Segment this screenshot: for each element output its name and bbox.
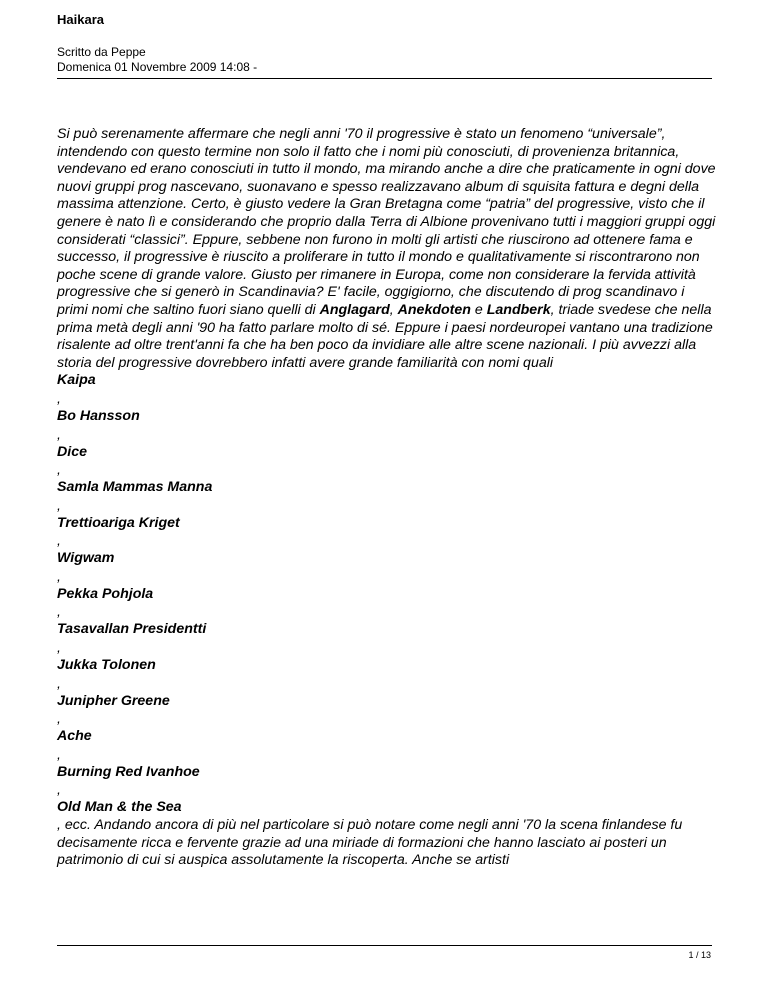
band-separator: , [57, 711, 61, 728]
band-separator: , [57, 426, 61, 443]
band-name: Dice [57, 443, 87, 460]
band-name: Ache [57, 728, 92, 745]
band-name: Wigwam [57, 550, 115, 567]
band-name: Jukka Tolonen [57, 657, 156, 674]
band-name: Tasavallan Presidentti [57, 621, 207, 638]
band-name: Burning Red Ivanhoe [57, 763, 200, 780]
header-divider [57, 78, 712, 79]
band-separator: , [57, 675, 61, 692]
band-separator: , [57, 462, 61, 479]
band-name: Junipher Greene [57, 692, 170, 709]
band-separator: , [57, 568, 61, 585]
band-name: Pekka Pohjola [57, 585, 154, 602]
band-separator: , [57, 782, 61, 799]
band-name: Kaipa [57, 372, 96, 389]
page-header [57, 12, 712, 75]
separator-text: e [470, 301, 487, 318]
article-body [57, 126, 717, 870]
band-anglagard: Anglagard [319, 301, 390, 318]
page-number: 1 / 13 [688, 950, 711, 960]
band-name: Trettioariga Kriget [57, 514, 180, 531]
intro-text: Si può serenamente affermare che negli anni '70 il progressive è stato un fenomeno “universale”, intendendo con questo termine non solo il fatto che i nomi più conosciuti, di provenienza britannica, vendevano ed erano conosciuti in tutto il mondo, ma mirando anche a dire che praticamente in ogni dove nuovi gruppi prog nascevano, suonavano e spesso realizzavano album di squisita fattura e degni della massima attenzione. Certo, è giusto vedere la Gran Bretagna come “patria” del progressive, visto che il genere è nato lì e considerando che proprio dalla Terra di Albione provenivano tutti i maggiori gruppi oggi considerati “classici”. Eppure, sebbene non furono in molti gli artisti che riuscirono ad ottenere fama e successo, il progressive è riuscito a proliferare in tutto il mondo e qualitativamente si riscontrarono non poche scene di grande valore. Giusto per rimanere in Europa, come non considerare la fervida attività progressive che si generò in Scandinavia? E' facile, oggigiorno, che discutendo di prog scandinavo i primi nomi che saltino fuori siano quelli di [57, 126, 716, 318]
band-separator: , [57, 746, 61, 763]
band-separator: , [57, 497, 61, 514]
band-list [57, 372, 717, 817]
band-name: Samla Mammas Manna [57, 479, 213, 496]
article-author: Scritto da Peppe [57, 45, 146, 59]
band-separator: , [57, 533, 61, 550]
separator-text: , [389, 301, 398, 318]
band-name: Bo Hansson [57, 407, 140, 424]
band-landberk: Landberk [486, 301, 551, 318]
band-name: Old Man & the Sea [57, 799, 182, 816]
band-anekdoten: Anekdoten [397, 301, 471, 318]
band-separator: , [57, 604, 61, 621]
footer-divider [57, 945, 712, 946]
band-separator: , [57, 390, 61, 407]
article-meta [57, 45, 712, 75]
article-date: Domenica 01 Novembre 2009 14:08 - [57, 60, 258, 74]
intro-paragraph [57, 126, 717, 372]
band-separator: , [57, 640, 61, 657]
continuation-text: , triade svedese che nella prima metà degli anni '90 ha fatto parlare molto di sé. Eppure i paesi nordeuropei vantano una tradizione risalente ad oltre trent'anni fa che ha ben poco da invidiare alle altre scene nazionali. I più avvezzi alla storia del progressive dovrebbero infatti avere grande familiarità con nomi quali [57, 301, 713, 371]
closing-paragraph: , ecc. Andando ancora di più nel particolare si può notare come negli anni '70 la scena finlandese fu decisamente ricca e fervente grazie ad una miriade di formazioni che hanno lasciato ai posteri un patrimonio di cui si auspica assolutamente la riscoperta. Anche se artisti [57, 817, 683, 869]
site-title: Haikara [57, 12, 104, 27]
